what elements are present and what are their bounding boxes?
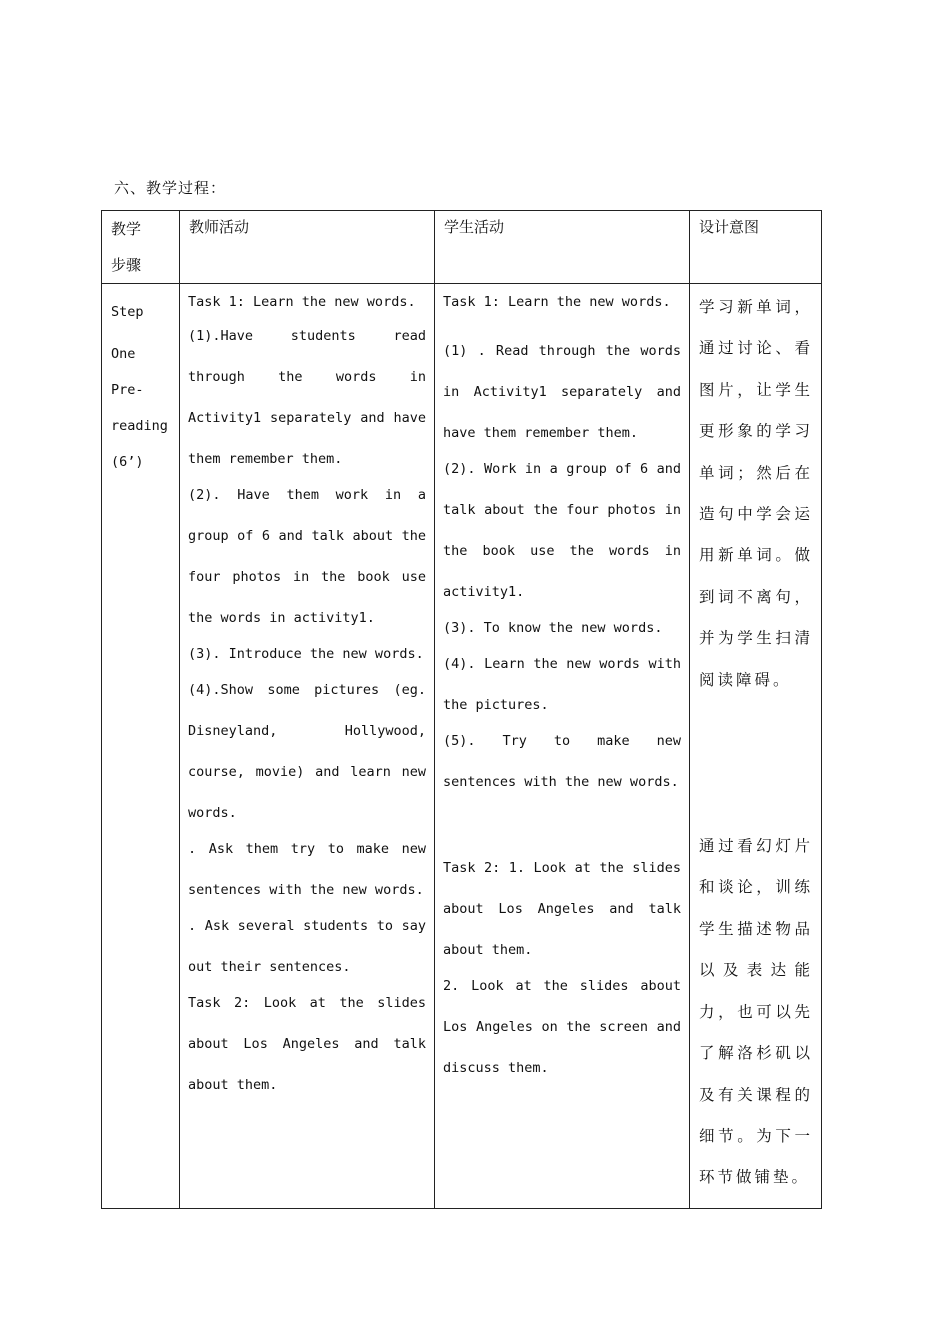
student-activity-item: Task 1: Learn the new words. (443, 294, 671, 310)
step-line: One (111, 346, 136, 362)
teacher-activity-item: Task 1: Learn the new words. (188, 294, 416, 310)
teaching-process-table (101, 210, 822, 1209)
header-teacher-activity: 教师活动 (189, 218, 250, 236)
step-cell (102, 284, 180, 1209)
header-student-activity: 学生活动 (444, 218, 505, 236)
teacher-activity-item: (3). Introduce the new words. (188, 646, 424, 662)
step-line: Pre- (111, 382, 144, 398)
spacer (699, 701, 813, 826)
student-activity-item: (2). Work in a group of 6 and talk about the four photos in the book use the words in activity1. (443, 461, 681, 600)
table-header-row (102, 211, 822, 284)
student-activity-cell (435, 284, 690, 1209)
spacer (443, 803, 681, 848)
design-intent-item: 学习新单词，通过讨论、看图片，让学生更形象的学习单词；然后在造句中学会运用新单词。做到词不离句，并为学生扫清阅读障碍。 (699, 298, 813, 689)
header-teacher-cell (180, 211, 435, 284)
step-line: Step (111, 304, 144, 320)
header-step-line1: 教学 (111, 220, 142, 238)
student-activity-item: 2. Look at the slides about Los Angeles on the screen and discuss them. (443, 978, 681, 1076)
teacher-activity-item: Task 2: Look at the slides about Los Angeles and talk about them. (188, 995, 426, 1093)
design-intent-cell (690, 284, 822, 1209)
teacher-activity-item: (1).Have students read through the words in Activity1 separately and have them remember them. (188, 328, 426, 467)
header-design-intent: 设计意图 (699, 218, 760, 236)
section-heading: 六、教学过程： (114, 179, 227, 197)
teacher-activity-cell (180, 284, 435, 1209)
teacher-activity-item: (4).Show some pictures (eg. Disneyland, Hollywood, course, movie) and learn new words. (188, 682, 426, 821)
step-line: reading (111, 418, 168, 434)
student-activity-item: Task 2: 1. Look at the slides about Los Angeles and talk about them. (443, 860, 681, 958)
design-intent-item: 通过看幻灯片和谈论，训练学生描述物品以及表达能力，也可以先了解洛杉矶以及有关课程的细节。为下一环节做铺垫。 (699, 837, 813, 1187)
student-activity-item: (3). To know the new words. (443, 620, 663, 636)
teacher-activity-item: (2). Have them work in a group of 6 and talk about the four photos in the book use the words in activity1. (188, 487, 426, 626)
student-activity-item: (4). Learn the new words with the pictures. (443, 656, 681, 713)
header-design-cell (690, 211, 822, 284)
student-activity-item: (5). Try to make new sentences with the new words. (443, 733, 681, 790)
student-activity-item: (1) . Read through the words in Activity1 separately and have them remember them. (443, 343, 681, 441)
teacher-activity-item: . Ask several students to say out their sentences. (188, 918, 426, 975)
table-row (102, 284, 822, 1209)
step-line: (6’) (111, 454, 144, 470)
header-step-cell (102, 211, 180, 284)
teacher-activity-item: . Ask them try to make new sentences with the new words. (188, 841, 426, 898)
header-student-cell (435, 211, 690, 284)
header-step-line2: 步骤 (111, 256, 142, 274)
